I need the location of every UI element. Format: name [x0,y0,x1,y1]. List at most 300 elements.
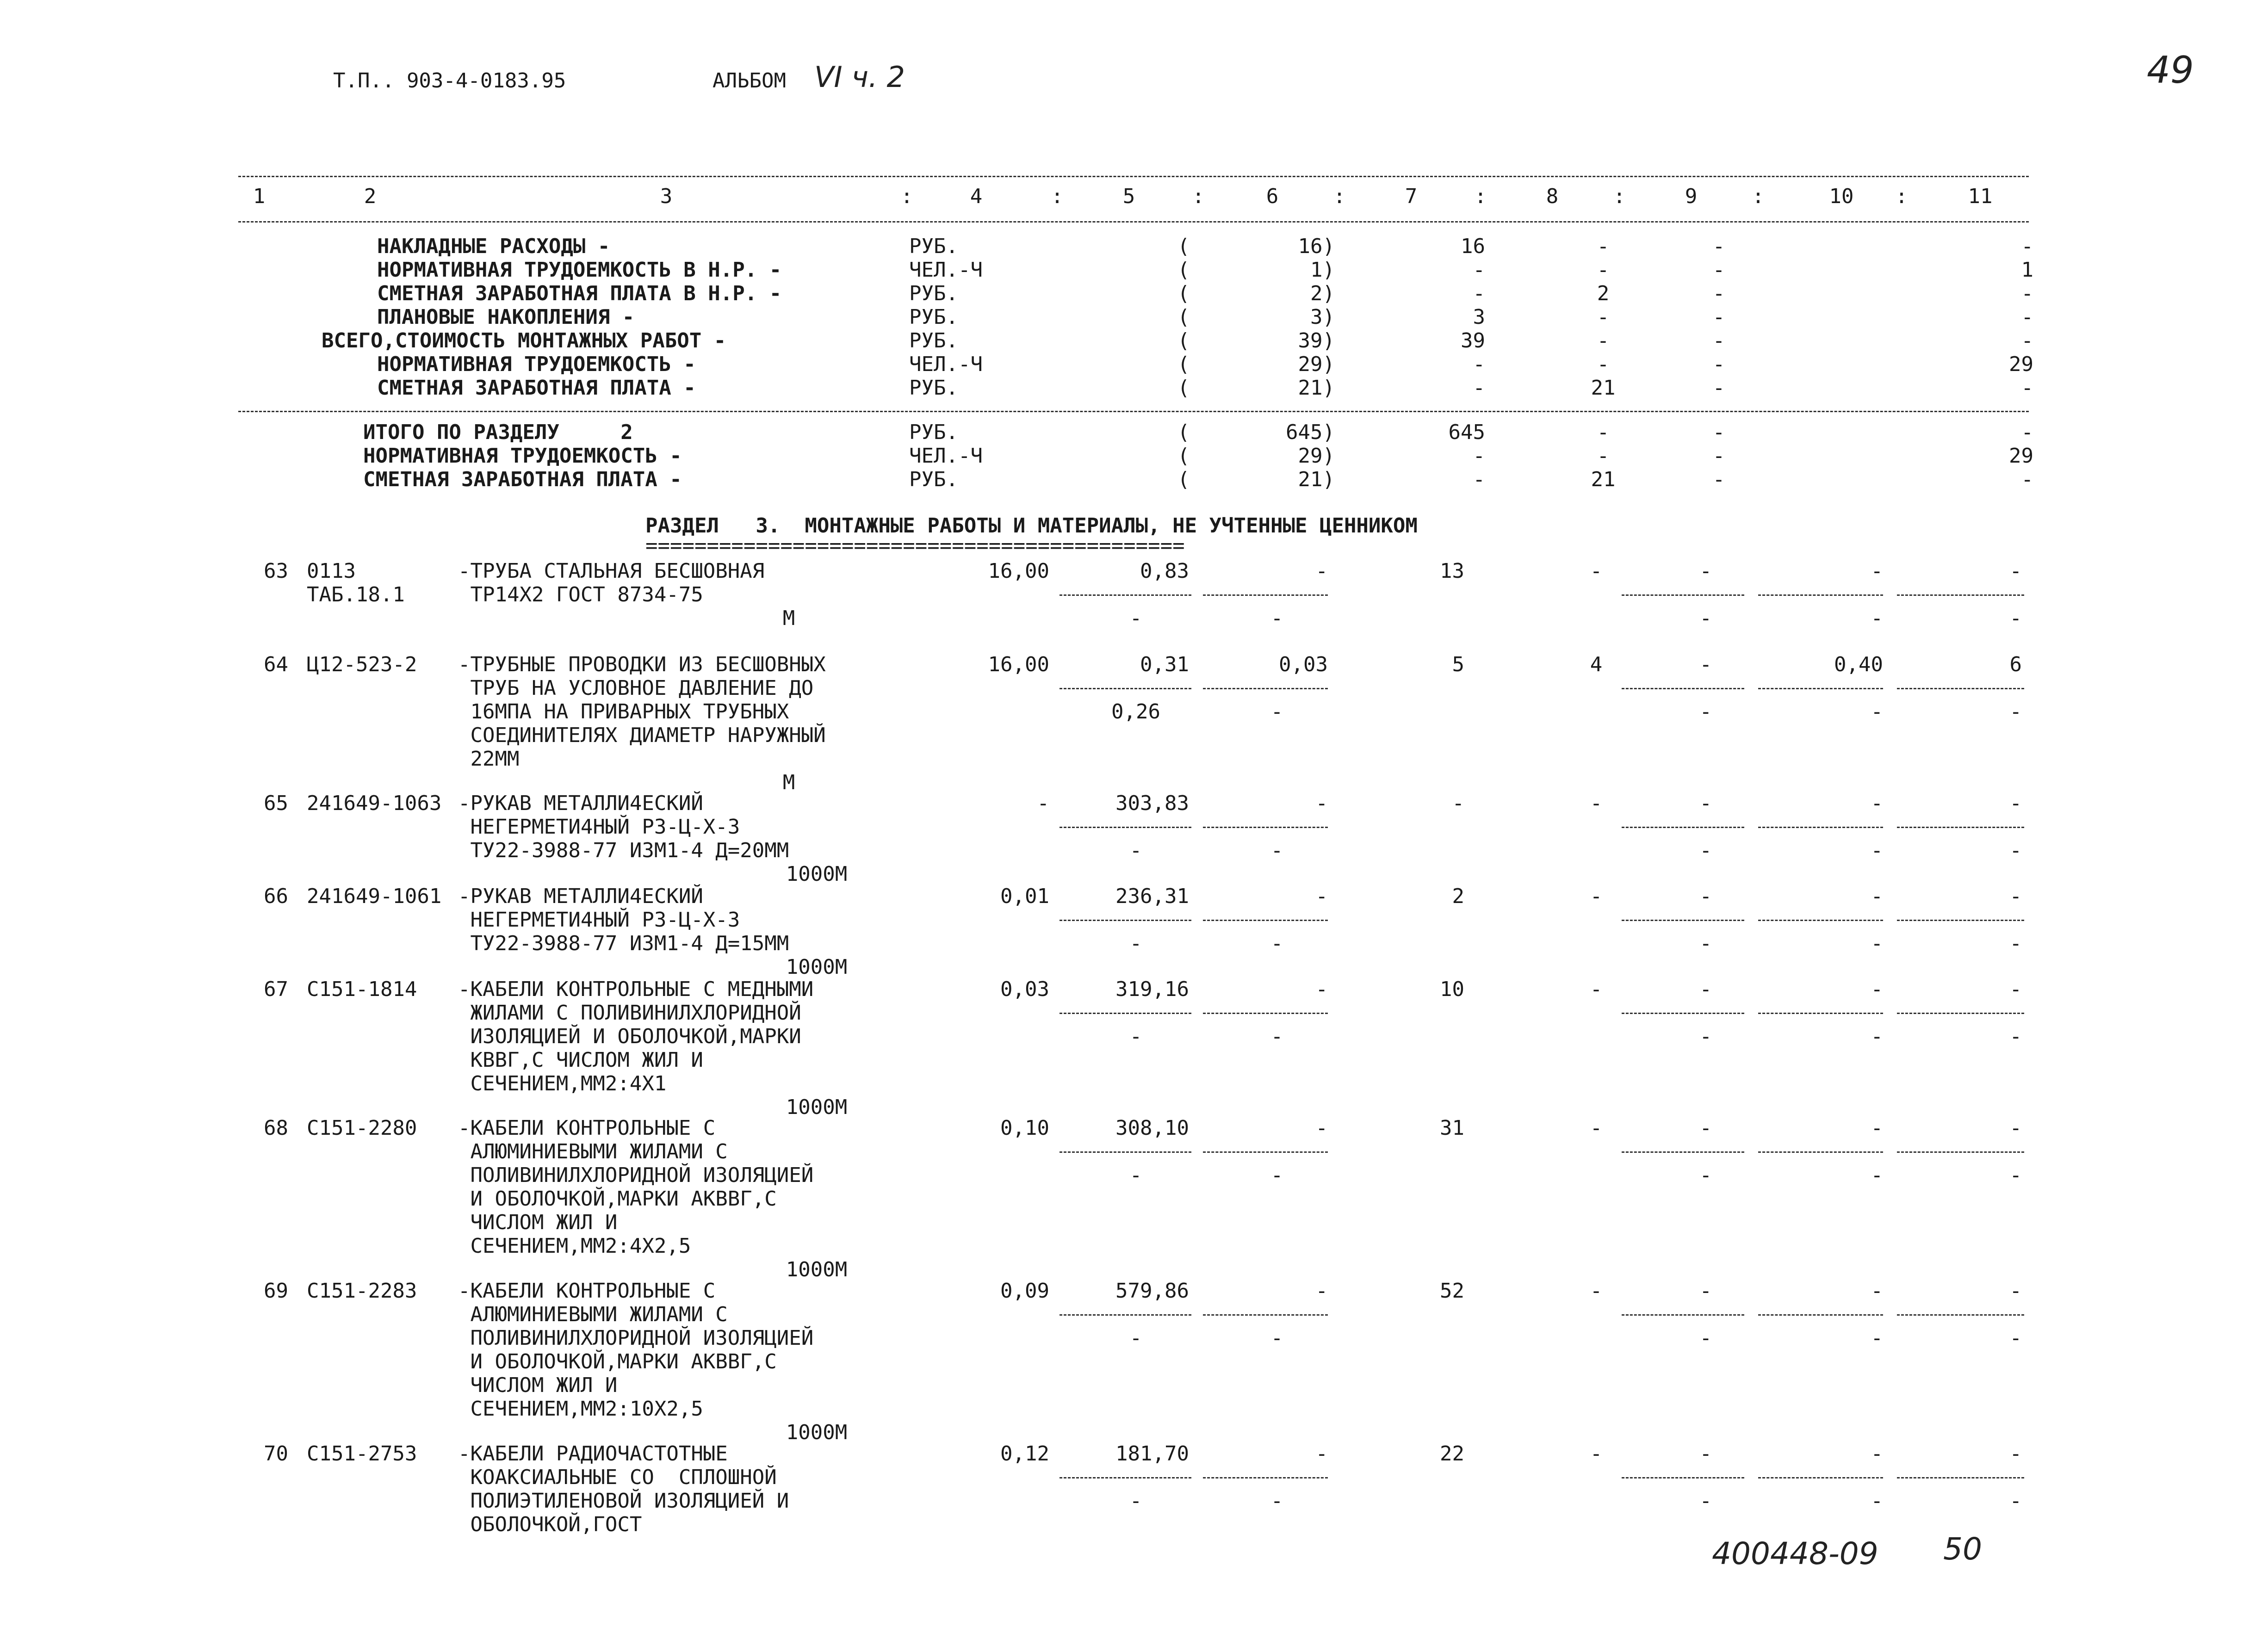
row-col8: 21 [1591,468,1616,491]
item-subrule [1060,920,1191,921]
row-unit: РУБ. [909,282,958,305]
row-col11: 1 [2021,258,2033,282]
item-bottom-col9: - [1699,606,1712,630]
row-col11: - [2021,305,2033,329]
item-description-line: ТУ22-3988-77 ИЗМ1-4 Д=15ММ [458,932,789,955]
item-description-line: 22ММ [458,747,520,771]
item-col5: 319,16 [1115,977,1189,1001]
item-description-line: -РУКАВ МЕТАЛЛИ4ЕСКИЙ [458,792,703,815]
item-number: 63 [264,559,288,583]
item-bottom-col6: - [1270,1489,1283,1513]
item-bottom-col5: 0,26 [1111,700,1160,724]
row-col7: 3 [1473,305,1485,329]
row-open-paren: ( [1177,235,1190,258]
row-col11: 29 [2009,444,2033,468]
item-description-line: ТРУБ НА УСЛОВНОЕ ДАВЛЕНИЕ ДО [458,676,814,700]
item-col5: 0,83 [1140,559,1189,583]
row-col8: 21 [1591,376,1616,400]
row-open-paren: ( [1177,421,1190,444]
item-unit: 1000М [786,1421,848,1444]
item-col4: 0,03 [1000,977,1049,1001]
item-bottom-col6: - [1270,932,1283,955]
header-top-rule [238,176,2029,177]
row-col6: 21) [1298,376,1335,400]
column-header-4: 4 [970,185,983,208]
album-label: АЛЬБОМ [713,69,786,93]
row-col6: 1) [1310,258,1335,282]
item-subrule [1060,1013,1191,1014]
row-col9: - [1712,376,1725,400]
row-col9: - [1712,421,1725,444]
item-bottom-col11: - [2009,1163,2022,1187]
row-col8: - [1597,421,1610,444]
row-col8: 2 [1597,282,1610,305]
item-subrule [1758,688,1883,689]
item-bottom-col5: - [1129,932,1142,955]
item-unit: М [782,771,795,794]
item-unit: 1000М [786,862,848,886]
column-header-5: 5 [1122,185,1135,208]
item-col5: 303,83 [1115,792,1189,815]
item-bottom-col10: - [1871,839,1883,862]
item-col9: - [1699,1279,1712,1303]
item-code: 241649-1063 [307,792,442,815]
item-col11: - [2009,792,2022,815]
item-col7: 13 [1440,559,1464,583]
item-subrule [1622,827,1744,828]
item-subrule [1060,1314,1191,1316]
row-col9: - [1712,468,1725,491]
item-col10: - [1871,1279,1883,1303]
item-description-line: -ТРУБА СТАЛЬНАЯ БЕСШОВНАЯ [458,559,765,583]
item-col9: - [1699,653,1712,676]
item-col11: - [2009,559,2022,583]
item-description-line: ПОЛИВИНИЛХЛОРИДНОЙ ИЗОЛЯЦИЕЙ [458,1326,814,1350]
item-number: 67 [264,977,288,1001]
item-col5: 308,10 [1115,1116,1189,1140]
row-label: ПЛАНОВЫЕ НАКОПЛЕНИЯ - [377,305,635,329]
item-bottom-col9: - [1699,1025,1712,1048]
item-col11: - [2009,1279,2022,1303]
row-col7: 645 [1448,421,1485,444]
item-subrule [1060,827,1191,828]
item-bottom-col10: - [1871,700,1883,724]
item-col9: - [1699,884,1712,908]
row-unit: РУБ. [909,329,958,353]
item-col4: 0,10 [1000,1116,1049,1140]
row-col8: - [1597,444,1610,468]
column-header-sep-17: : [1895,185,1908,208]
item-col4: - [1037,792,1049,815]
item-code: С151-2280 [307,1116,417,1140]
row-unit: ЧЕЛ.-Ч [909,444,983,468]
row-col9: - [1712,258,1725,282]
item-description-line: НЕГЕРМЕТИ4НЫЙ РЗ-Ц-Х-3 [458,815,740,839]
item-col11: - [2009,884,2022,908]
item-description-line: НЕГЕРМЕТИ4НЫЙ РЗ-Ц-Х-3 [458,908,740,932]
item-subrule [1758,1477,1883,1478]
item-col6: - [1315,792,1328,815]
item-subrule [1203,1477,1328,1478]
column-header-sep-9: : [1333,185,1346,208]
row-label: ИТОГО ПО РАЗДЕЛУ 2 [363,421,633,444]
item-col4: 16,00 [988,653,1049,676]
item-bottom-col6: - [1270,1326,1283,1350]
row-open-paren: ( [1177,329,1190,353]
row-label: НОРМАТИВНАЯ ТРУДОЕМКОСТЬ В Н.Р. - [377,258,782,282]
item-bottom-col5: - [1129,1326,1142,1350]
item-col7: 31 [1440,1116,1464,1140]
item-col9: - [1699,559,1712,583]
item-subrule [1203,920,1328,921]
item-col8: - [1590,977,1603,1001]
item-bottom-col9: - [1699,1326,1712,1350]
summary-rule [238,411,2029,412]
item-subrule [1622,1477,1744,1478]
row-col11: - [2021,421,2033,444]
item-subrule [1203,594,1328,596]
item-bottom-col5: - [1129,839,1142,862]
column-header-3: 3 [660,185,673,208]
item-col11: - [2009,977,2022,1001]
item-description-line: ЧИСЛОМ ЖИЛ И [458,1211,618,1234]
row-open-paren: ( [1177,282,1190,305]
item-bottom-col5: - [1129,1163,1142,1187]
row-col11: - [2021,468,2033,491]
item-description-line: ОБОЛОЧКОЙ,ГОСТ [458,1513,642,1536]
row-col9: - [1712,235,1725,258]
item-description-line: -КАБЕЛИ КОНТРОЛЬНЫЕ С [458,1279,716,1303]
column-header-sep-3: : [900,185,913,208]
item-description-line: ЧИСЛОМ ЖИЛ И [458,1373,618,1397]
item-code: 0113 [307,559,356,583]
item-bottom-col11: - [2009,1326,2022,1350]
item-col9: - [1699,792,1712,815]
row-unit: РУБ. [909,421,958,444]
item-col11: - [2009,1116,2022,1140]
row-open-paren: ( [1177,468,1190,491]
item-unit: 1000М [786,955,848,979]
footer-page-number: 50 [1943,1531,1982,1567]
column-header-sep-5: : [1051,185,1064,208]
column-header-sep-7: : [1192,185,1205,208]
section-underline: ============================================ [645,539,1185,553]
row-col6: 16) [1298,235,1335,258]
row-col7: - [1473,468,1485,491]
item-col10: 0,40 [1834,653,1883,676]
item-col6: - [1315,1279,1328,1303]
item-subrule [1758,827,1883,828]
item-col8: - [1590,1279,1603,1303]
item-subrule [1897,827,2024,828]
row-col6: 2) [1310,282,1335,305]
item-description-line: -РУКАВ МЕТАЛЛИ4ЕСКИЙ [458,884,703,908]
item-bottom-col9: - [1699,839,1712,862]
item-col8: - [1590,1442,1603,1466]
row-unit: ЧЕЛ.-Ч [909,353,983,376]
row-col6: 39) [1298,329,1335,353]
item-bottom-col10: - [1871,606,1883,630]
item-description-line: 16МПА НА ПРИВАРНЫХ ТРУБНЫХ [458,700,789,724]
item-bottom-col10: - [1871,1163,1883,1187]
item-col5: 0,31 [1140,653,1189,676]
item-subrule [1622,1013,1744,1014]
row-label: НАКЛАДНЫЕ РАСХОДЫ - [377,235,610,258]
row-unit: РУБ. [909,468,958,491]
item-col6: - [1315,1116,1328,1140]
column-header-6: 6 [1266,185,1279,208]
row-open-paren: ( [1177,444,1190,468]
item-subrule [1060,1151,1191,1153]
column-header-7: 7 [1405,185,1418,208]
item-subrule [1203,1151,1328,1153]
item-unit: М [782,606,795,630]
row-col7: - [1473,258,1485,282]
item-subrule [1758,594,1883,596]
item-col10: - [1871,792,1883,815]
header-bottom-rule [238,221,2029,223]
item-description-line: АЛЮМИНИЕВЫМИ ЖИЛАМИ С [458,1140,728,1163]
row-label: СМЕТНАЯ ЗАРАБОТНАЯ ПЛАТА - [377,376,696,400]
footer-document-number: 400448-09 [1712,1536,1878,1571]
section-title: РАЗДЕЛ 3. МОНТАЖНЫЕ РАБОТЫ И МАТЕРИАЛЫ, НЕ УЧТЕННЫЕ ЦЕННИКОМ [645,514,1418,538]
item-bottom-col6: - [1270,839,1283,862]
row-col6: 21) [1298,468,1335,491]
item-col7: 5 [1452,653,1464,676]
item-subrule [1203,827,1328,828]
item-col8: 4 [1590,653,1603,676]
item-col9: - [1699,1116,1712,1140]
row-col8: - [1597,258,1610,282]
item-bottom-col10: - [1871,1025,1883,1048]
item-subrule [1758,1151,1883,1153]
item-description-line: ПОЛИВИНИЛХЛОРИДНОЙ ИЗОЛЯЦИЕЙ [458,1163,814,1187]
item-bottom-col11: - [2009,839,2022,862]
item-col8: - [1590,559,1603,583]
item-bottom-col9: - [1699,1163,1712,1187]
item-subrule [1897,1013,2024,1014]
item-description-line: -КАБЕЛИ РАДИОЧАСТОТНЫЕ [458,1442,728,1466]
row-col8: - [1597,305,1610,329]
row-label: НОРМАТИВНАЯ ТРУДОЕМКОСТЬ - [363,444,682,468]
item-code: С151-1814 [307,977,417,1001]
item-col10: - [1871,1116,1883,1140]
item-bottom-col9: - [1699,1489,1712,1513]
row-col9: - [1712,353,1725,376]
column-header-sep-13: : [1613,185,1626,208]
item-number: 64 [264,653,288,676]
row-col8: - [1597,329,1610,353]
item-code-secondary: ТАБ.18.1 [307,583,405,606]
row-unit: РУБ. [909,376,958,400]
item-subrule [1758,1314,1883,1316]
row-col8: - [1597,353,1610,376]
row-open-paren: ( [1177,305,1190,329]
row-col11: - [2021,282,2033,305]
item-col4: 0,09 [1000,1279,1049,1303]
item-bottom-col6: - [1270,606,1283,630]
item-col5: 181,70 [1115,1442,1189,1466]
row-col7: - [1473,353,1485,376]
item-subrule [1622,594,1744,596]
item-description-line: СЕЧЕНИЕМ,ММ2:4Х2,5 [458,1234,691,1258]
item-col11: - [2009,1442,2022,1466]
item-col7: 2 [1452,884,1464,908]
item-unit: 1000М [786,1095,848,1119]
item-col8: - [1590,792,1603,815]
item-col7: 52 [1440,1279,1464,1303]
item-col6: - [1315,1442,1328,1466]
item-bottom-col11: - [2009,932,2022,955]
item-description-line: ИЗОЛЯЦИЕЙ И ОБОЛОЧКОЙ,МАРКИ [458,1025,801,1048]
item-col6: 0,03 [1279,653,1328,676]
item-subrule [1203,688,1328,689]
column-header-8: 8 [1546,185,1559,208]
item-description-line: КОАКСИАЛЬНЫЕ СО СПЛОШНОЙ [458,1466,777,1489]
row-col9: - [1712,329,1725,353]
item-subrule [1060,688,1191,689]
item-col6: - [1315,559,1328,583]
page-number-handwritten: 49 [2147,49,2194,92]
item-col7: - [1452,792,1464,815]
row-col9: - [1712,282,1725,305]
row-col11: - [2021,329,2033,353]
item-subrule [1897,688,2024,689]
item-subrule [1060,1477,1191,1478]
item-col6: - [1315,977,1328,1001]
item-description-line: ЖИЛАМИ С ПОЛИВИНИЛХЛОРИДНОЙ [458,1001,801,1025]
item-description-line: -КАБЕЛИ КОНТРОЛЬНЫЕ С [458,1116,716,1140]
item-col8: - [1590,884,1603,908]
item-bottom-col11: - [2009,1025,2022,1048]
item-col7: 10 [1440,977,1464,1001]
column-header-1: 1 [253,185,266,208]
item-description-line: -КАБЕЛИ КОНТРОЛЬНЫЕ С МЕДНЫМИ [458,977,814,1001]
row-col11: 29 [2009,353,2033,376]
row-col7: - [1473,282,1485,305]
column-header-11: 11 [1968,185,1993,208]
row-label: СМЕТНАЯ ЗАРАБОТНАЯ ПЛАТА В Н.Р. - [377,282,782,305]
item-subrule [1622,688,1744,689]
item-bottom-col10: - [1871,1489,1883,1513]
item-bottom-col5: - [1129,1025,1142,1048]
item-number: 65 [264,792,288,815]
row-col11: - [2021,376,2033,400]
item-bottom-col10: - [1871,1326,1883,1350]
album-handwritten: VI ч. 2 [814,60,905,94]
item-col9: - [1699,1442,1712,1466]
row-col6: 29) [1298,353,1335,376]
row-unit: ЧЕЛ.-Ч [909,258,983,282]
item-col4: 0,12 [1000,1442,1049,1466]
item-subrule [1897,920,2024,921]
item-bottom-col9: - [1699,700,1712,724]
row-open-paren: ( [1177,376,1190,400]
item-code: 241649-1061 [307,884,442,908]
item-number: 69 [264,1279,288,1303]
row-col7: - [1473,376,1485,400]
row-open-paren: ( [1177,258,1190,282]
row-col6: 3) [1310,305,1335,329]
row-col8: - [1597,235,1610,258]
item-subrule [1622,920,1744,921]
item-bottom-col9: - [1699,932,1712,955]
row-unit: РУБ. [909,235,958,258]
item-number: 70 [264,1442,288,1466]
item-description-line: ТР14Х2 ГОСТ 8734-75 [458,583,703,606]
item-description-line: ТУ22-3988-77 ИЗМ1-4 Д=20ММ [458,839,789,862]
item-description-line: И ОБОЛОЧКОЙ,МАРКИ АКВВГ,С [458,1187,777,1211]
item-description-line: И ОБОЛОЧКОЙ,МАРКИ АКВВГ,С [458,1350,777,1373]
item-col9: - [1699,977,1712,1001]
column-header-2: 2 [364,185,377,208]
item-bottom-col5: - [1129,1489,1142,1513]
item-subrule [1622,1314,1744,1316]
item-col4: 16,00 [988,559,1049,583]
item-subrule [1060,594,1191,596]
item-subrule [1897,594,2024,596]
row-col7: - [1473,444,1485,468]
item-col10: - [1871,884,1883,908]
item-number: 66 [264,884,288,908]
item-col11: 6 [2009,653,2022,676]
item-code: С151-2283 [307,1279,417,1303]
row-col7: 39 [1461,329,1485,353]
item-bottom-col6: - [1270,1163,1283,1187]
row-open-paren: ( [1177,353,1190,376]
document-code: Т.П.. 903-4-0183.95 [333,69,566,93]
item-bottom-col11: - [2009,1489,2022,1513]
item-subrule [1758,1013,1883,1014]
item-description-line: СОЕДИНИТЕЛЯХ ДИАМЕТР НАРУЖНЫЙ [458,724,826,747]
row-col6: 645) [1286,421,1335,444]
item-description-line: СЕЧЕНИЕМ,ММ2:10Х2,5 [458,1397,703,1421]
item-description-line: КВВГ,С ЧИСЛОМ ЖИЛ И [458,1048,703,1072]
item-col8: - [1590,1116,1603,1140]
item-description-line: ПОЛИЭТИЛЕНОВОЙ ИЗОЛЯЦИЕЙ И [458,1489,789,1513]
row-label: ВСЕГО,СТОИМОСТЬ МОНТАЖНЫХ РАБОТ - [322,329,726,353]
item-code: С151-2753 [307,1442,417,1466]
item-col5: 236,31 [1115,884,1189,908]
item-bottom-col11: - [2009,606,2022,630]
item-bottom-col6: - [1270,700,1283,724]
row-unit: РУБ. [909,305,958,329]
item-bottom-col11: - [2009,700,2022,724]
item-subrule [1897,1477,2024,1478]
item-col10: - [1871,1442,1883,1466]
item-subrule [1758,920,1883,921]
row-col9: - [1712,444,1725,468]
item-code: Ц12-523-2 [307,653,417,676]
column-header-10: 10 [1829,185,1854,208]
item-col10: - [1871,977,1883,1001]
item-number: 68 [264,1116,288,1140]
row-label: СМЕТНАЯ ЗАРАБОТНАЯ ПЛАТА - [363,468,682,491]
item-col10: - [1871,559,1883,583]
row-col7: 16 [1461,235,1485,258]
item-subrule [1203,1314,1328,1316]
item-subrule [1897,1151,2024,1153]
item-bottom-col5: - [1129,606,1142,630]
item-col6: - [1315,884,1328,908]
item-subrule [1203,1013,1328,1014]
item-description-line: АЛЮМИНИЕВЫМИ ЖИЛАМИ С [458,1303,728,1326]
item-col4: 0,01 [1000,884,1049,908]
row-col9: - [1712,305,1725,329]
column-header-sep-15: : [1752,185,1765,208]
row-col11: - [2021,235,2033,258]
row-col6: 29) [1298,444,1335,468]
